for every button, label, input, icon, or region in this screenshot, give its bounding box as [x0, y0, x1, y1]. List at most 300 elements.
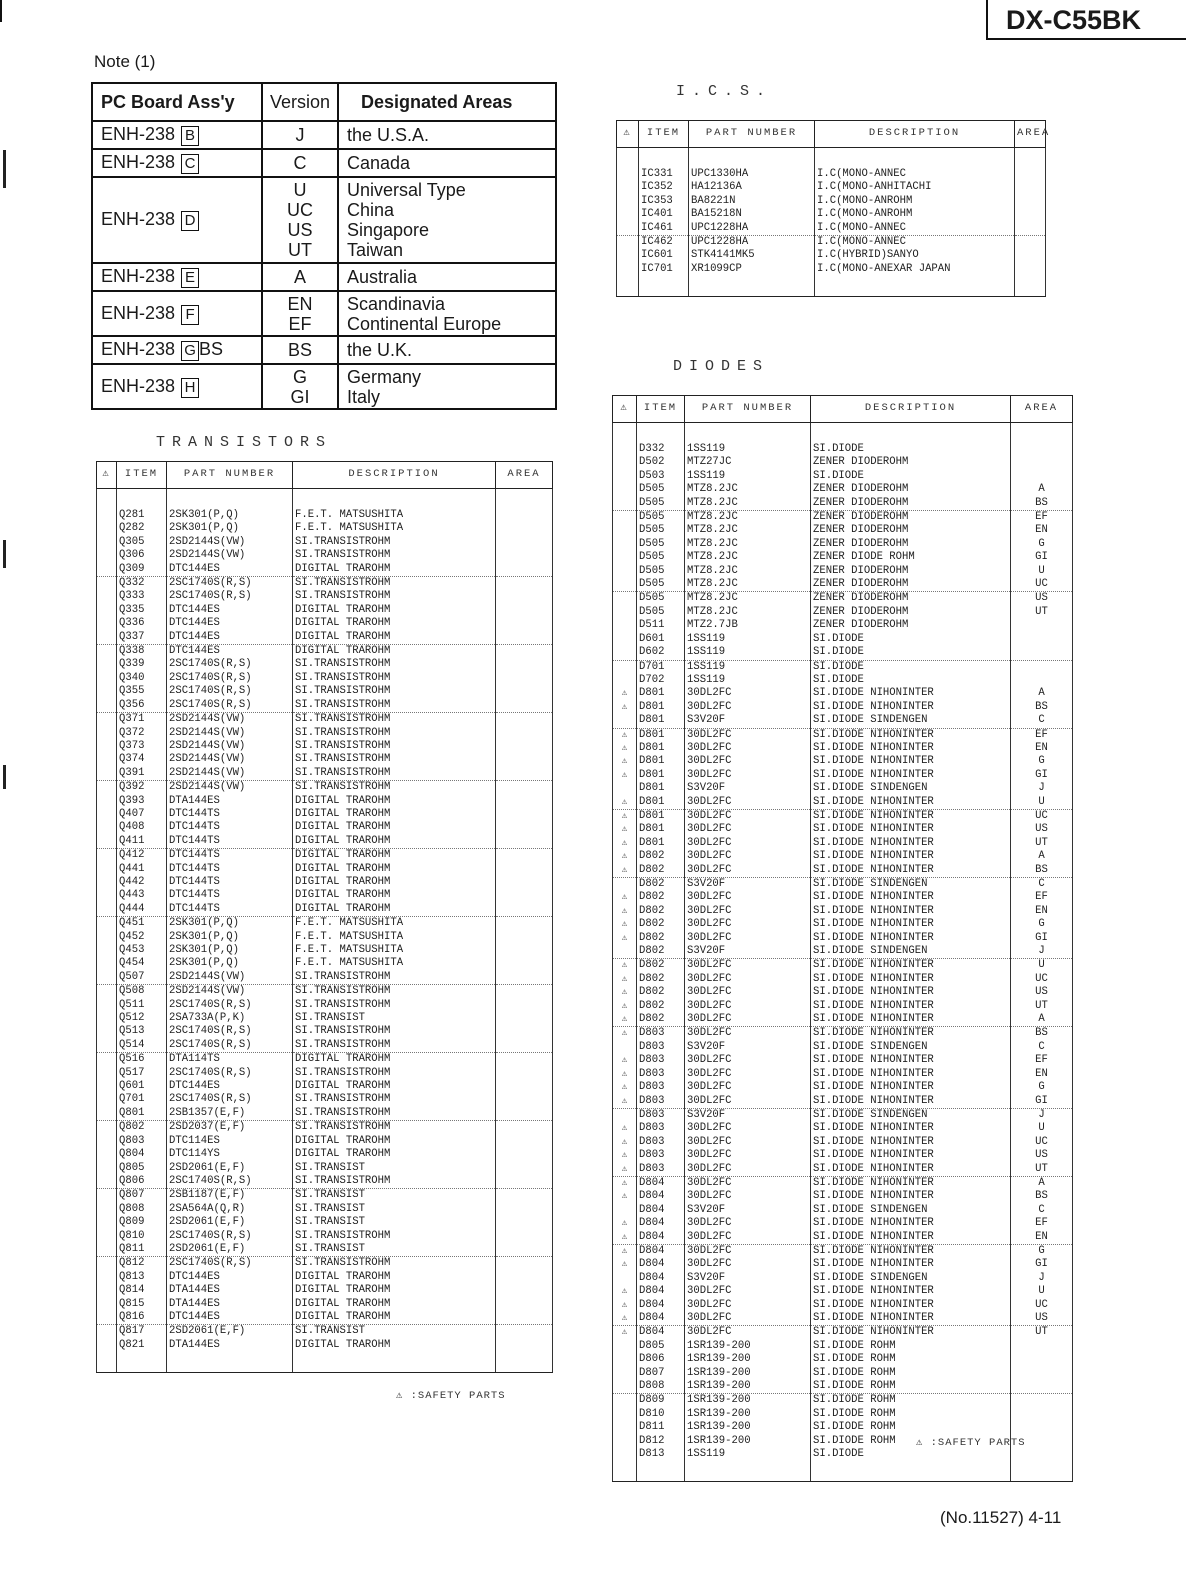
description: F.E.T. MATSUSHITA [293, 522, 496, 535]
diode-row [613, 1299, 1073, 1312]
area-code [496, 685, 553, 698]
part-number: 2SK301(P,Q) [167, 931, 293, 944]
safety-mark [97, 509, 117, 522]
area-code: EF [1011, 511, 1073, 525]
item-code: IC331 [639, 168, 689, 181]
area-code: EN [1011, 905, 1073, 918]
transistor-row [97, 1107, 553, 1121]
part-number: 30DL2FC [685, 1149, 811, 1162]
transistor-row [97, 1339, 553, 1352]
safety-mark: ⚠ [613, 973, 637, 986]
description: DIGITAL TRAROHM [293, 835, 496, 849]
safety-mark [97, 1284, 117, 1297]
area-code [496, 590, 553, 603]
transistor-row [97, 781, 553, 795]
diode-row [613, 837, 1073, 850]
safety-mark: ⚠ [613, 905, 637, 918]
safety-mark [97, 1189, 117, 1203]
transistors-title: TRANSISTORS [156, 434, 333, 451]
area-code: GI [1011, 932, 1073, 945]
safety-mark [97, 1067, 117, 1080]
description: SI.DIODE NIHONINTER [811, 1054, 1011, 1067]
safety-mark [97, 672, 117, 685]
description: SI.DIODE NIHONINTER [811, 1163, 1011, 1177]
diode-row [613, 1068, 1073, 1081]
part-number: 2SD2061(E,F) [167, 1325, 293, 1339]
item-code: Q374 [117, 753, 167, 766]
area-code [1011, 646, 1073, 660]
part-number: UPC1228HA [689, 236, 815, 250]
area-code [496, 999, 553, 1012]
designated-area: Italy [347, 386, 381, 407]
part-number: 30DL2FC [685, 1095, 811, 1109]
diode-row [613, 524, 1073, 537]
diode-row [613, 1312, 1073, 1326]
safety-mark [97, 1175, 117, 1189]
description-header: DESCRIPTION [815, 121, 1015, 148]
part-number: 2SC1740S(R,S) [167, 1257, 293, 1271]
part-number: DTC144ES [167, 617, 293, 630]
safety-mark [97, 631, 117, 645]
area-code [496, 753, 553, 766]
area-code [1011, 633, 1073, 646]
item-code: D810 [637, 1408, 685, 1421]
part-number: 30DL2FC [685, 837, 811, 850]
description: SI.DIODE NIHONINTER [811, 1176, 1011, 1190]
diode-row [613, 769, 1073, 782]
safety-mark [97, 1243, 117, 1257]
item-code: D804 [637, 1190, 685, 1203]
area-code [496, 631, 553, 645]
safety-mark [97, 489, 117, 510]
transistor-row [97, 1203, 553, 1216]
item-code: IC353 [639, 195, 689, 208]
description: SI.DIODE [811, 633, 1011, 646]
safety-mark [613, 1380, 637, 1394]
safety-mark: ⚠ [613, 1258, 637, 1271]
safety-mark [613, 1408, 637, 1421]
area-code [496, 509, 553, 522]
item-header: ITEM [637, 396, 685, 423]
safety-mark [97, 1311, 117, 1325]
description: SI.DIODE [811, 1448, 1011, 1461]
part-number: 30DL2FC [685, 742, 811, 755]
part-number: 30DL2FC [685, 1217, 811, 1230]
safety-mark [617, 222, 639, 236]
part-number: 30DL2FC [685, 864, 811, 878]
part-number: MTZ8.2JC [685, 551, 811, 564]
transistor-row [97, 1230, 553, 1243]
safety-mark: ⚠ [613, 850, 637, 863]
description: DIGITAL TRAROHM [293, 849, 496, 863]
part-number: MTZ8.2JC [685, 538, 811, 551]
item-code: D803 [637, 1163, 685, 1177]
part-number: DTC144TS [167, 849, 293, 863]
description: SI.TRANSISTROHM [293, 1257, 496, 1271]
ic-row [617, 208, 1046, 221]
area-code [496, 889, 553, 902]
part-number: 30DL2FC [685, 850, 811, 863]
area-code: GI [1011, 1258, 1073, 1271]
item-code: Q339 [117, 658, 167, 671]
safety-mark [613, 1353, 637, 1366]
safety-mark: ⚠ [613, 701, 637, 714]
version-cell [262, 336, 338, 364]
diode-row [613, 973, 1073, 986]
item-code: D802 [637, 878, 685, 892]
transistor-row [97, 821, 553, 834]
area-cell [338, 291, 556, 336]
area-code [496, 1135, 553, 1148]
item-code: Q452 [117, 931, 167, 944]
description: I.C(MONO-ANNEC [815, 222, 1015, 236]
description: SI.TRANSISTROHM [293, 549, 496, 562]
area-code [1015, 222, 1046, 236]
description: SI.TRANSIST [293, 1189, 496, 1203]
description: DIGITAL TRAROHM [293, 645, 496, 659]
part-number: 2SA733A(P,K) [167, 1012, 293, 1025]
area-code: U [1011, 565, 1073, 578]
board-row [92, 336, 556, 364]
item-code: IC601 [639, 249, 689, 262]
transistor-row [97, 1216, 553, 1229]
transistor-row [97, 808, 553, 821]
area-code [1011, 470, 1073, 483]
item-code: D801 [637, 769, 685, 782]
version-code: U [293, 180, 307, 200]
part-number: BA8221N [689, 195, 815, 208]
diode-row [613, 1149, 1073, 1162]
designated-area: China [347, 200, 395, 220]
item-code: Q517 [117, 1067, 167, 1080]
ic-row [617, 249, 1046, 262]
item-code: Q444 [117, 903, 167, 917]
board-name: ENH-238 [101, 152, 176, 172]
safety-mark [97, 1135, 117, 1148]
version-cell [262, 149, 338, 177]
area-code: A [1011, 850, 1073, 863]
part-number: S3V20F [685, 878, 811, 892]
diode-row [613, 1272, 1073, 1285]
item-code: Q309 [117, 563, 167, 577]
area-code [496, 1107, 553, 1121]
part-number: S3V20F [685, 1108, 811, 1122]
designated-area: Canada [347, 153, 411, 173]
transistor-row [97, 1012, 553, 1025]
item-code: Q809 [117, 1216, 167, 1229]
item-code: D801 [637, 728, 685, 742]
note-title: Note (1) [94, 52, 156, 71]
safety-mark [613, 878, 637, 892]
item-code: D505 [637, 524, 685, 537]
area-code: C [1011, 1041, 1073, 1054]
safety-mark [97, 808, 117, 821]
item-code: D802 [637, 918, 685, 931]
item-code: Q807 [117, 1189, 167, 1203]
description: SI.DIODE [811, 674, 1011, 687]
safety-mark: ⚠ [613, 742, 637, 755]
description: F.E.T. MATSUSHITA [293, 917, 496, 931]
area-code: EN [1011, 524, 1073, 537]
part-number: 2SC1740S(R,S) [167, 1230, 293, 1243]
area-code: A [1011, 1013, 1073, 1027]
description-header: DESCRIPTION [811, 396, 1011, 423]
part-number: 30DL2FC [685, 796, 811, 810]
safety-mark [97, 604, 117, 617]
page-footer: (No.11527) 4-11 [940, 1508, 1062, 1527]
area-code: GI [1011, 1095, 1073, 1109]
area-code [496, 617, 553, 630]
area-code: C [1011, 1204, 1073, 1217]
safety-mark [617, 168, 639, 181]
transistor-row [97, 944, 553, 957]
part-number: 2SC1740S(R,S) [167, 577, 293, 591]
part-number: 2SD2144S(VW) [167, 536, 293, 549]
area-code: C [1011, 878, 1073, 892]
part-number: 1SS119 [685, 633, 811, 646]
area-code: EF [1011, 891, 1073, 904]
part-number: 2SD2144S(VW) [167, 767, 293, 781]
description: SI.DIODE NIHONINTER [811, 1190, 1011, 1203]
area-code [496, 699, 553, 713]
item-code: D802 [637, 1000, 685, 1013]
part-number: 2SD2144S(VW) [167, 985, 293, 999]
safety-mark: ⚠ [613, 1244, 637, 1258]
diode-row [613, 1041, 1073, 1054]
safety-mark [97, 835, 117, 849]
description: SI.TRANSISTROHM [293, 672, 496, 685]
item-code: D701 [637, 660, 685, 674]
area-cell [338, 149, 556, 177]
safety-mark: ⚠ [613, 1054, 637, 1067]
safety-mark [97, 590, 117, 603]
safety-mark [97, 1298, 117, 1311]
description: SI.TRANSIST [293, 1012, 496, 1025]
area-code: C [1011, 714, 1073, 728]
description: SI.DIODE NIHONINTER [811, 1095, 1011, 1109]
safety-mark: ⚠ [613, 1027, 637, 1041]
safety-mark: ⚠ [613, 1068, 637, 1081]
area-code [1011, 1394, 1073, 1408]
diode-row [613, 1285, 1073, 1298]
description: SI.TRANSISTROHM [293, 699, 496, 713]
description: SI.TRANSISTROHM [293, 971, 496, 985]
area-code: UT [1011, 606, 1073, 619]
safety-mark [97, 1325, 117, 1339]
safety-mark [97, 1216, 117, 1229]
item-code: Q802 [117, 1121, 167, 1135]
area-code [1015, 168, 1046, 181]
item-code: D702 [637, 674, 685, 687]
area-code: EN [1011, 742, 1073, 755]
transistor-row [97, 1067, 553, 1080]
description: SI.DIODE NIHONINTER [811, 769, 1011, 782]
part-number: 2SK301(P,Q) [167, 944, 293, 957]
safety-mark [613, 538, 637, 551]
safety-mark [613, 1108, 637, 1122]
part-number: 30DL2FC [685, 1326, 811, 1340]
item-code: D804 [637, 1326, 685, 1340]
area-code: UT [1011, 837, 1073, 850]
area-code: A [1011, 483, 1073, 496]
part-number: 30DL2FC [685, 905, 811, 918]
diodes-table [612, 395, 1073, 1482]
transistor-row [97, 1271, 553, 1284]
area-code [496, 795, 553, 808]
description: ZENER DIODEROHM [811, 497, 1011, 511]
version-cell [262, 291, 338, 336]
item-code: Q441 [117, 863, 167, 876]
item-code: D802 [637, 973, 685, 986]
item-code: D801 [637, 796, 685, 810]
description: ZENER DIODEROHM [811, 565, 1011, 578]
item-code: D332 [637, 443, 685, 456]
item-code: Q821 [117, 1339, 167, 1352]
description: SI.TRANSISTROHM [293, 1121, 496, 1135]
area-code: A [1011, 687, 1073, 700]
safety-mark: ⚠ [613, 687, 637, 700]
item-code: D505 [637, 483, 685, 496]
diode-row [613, 606, 1073, 619]
description: SI.TRANSISTROHM [293, 1230, 496, 1243]
safety-mark [613, 1461, 637, 1482]
item-code: D802 [637, 945, 685, 959]
part-number: 1SS119 [685, 1448, 811, 1461]
diode-row [613, 1380, 1073, 1394]
area-code [496, 740, 553, 753]
item-code: Q815 [117, 1298, 167, 1311]
safety-mark [97, 876, 117, 889]
header-version: Version [262, 83, 338, 121]
part-number: DTC144TS [167, 821, 293, 834]
area-cell [338, 263, 556, 291]
safety-mark [613, 524, 637, 537]
safety-mark [617, 263, 639, 276]
diode-row [613, 1394, 1073, 1408]
description: SI.TRANSISTROHM [293, 781, 496, 795]
safety-mark: ⚠ [613, 1081, 637, 1094]
item-code: D801 [637, 687, 685, 700]
safety-mark: ⚠ [613, 1326, 637, 1340]
description [811, 1461, 1011, 1482]
board-cell [92, 291, 262, 336]
description: SI.DIODE [811, 443, 1011, 456]
description: SI.DIODE NIHONINTER [811, 959, 1011, 973]
diode-row [613, 511, 1073, 525]
part-number: DTA144ES [167, 1284, 293, 1297]
item-code: Q335 [117, 604, 167, 617]
version-cell [262, 177, 338, 263]
safety-mark [97, 1162, 117, 1175]
area-code [496, 563, 553, 577]
description: SI.DIODE NIHONINTER [811, 687, 1011, 700]
part-number: 2SD2144S(VW) [167, 971, 293, 985]
description: DIGITAL TRAROHM [293, 821, 496, 834]
area-code [1011, 674, 1073, 687]
item-code: Q813 [117, 1271, 167, 1284]
area-code [496, 808, 553, 821]
board-letter-box: B [181, 126, 199, 146]
area-code: UC [1011, 1299, 1073, 1312]
part-number: 30DL2FC [685, 1163, 811, 1177]
area-code: G [1011, 538, 1073, 551]
transistor-row [97, 1080, 553, 1093]
area-code [496, 1093, 553, 1106]
part-number: 30DL2FC [685, 823, 811, 836]
description: SI.TRANSISTROHM [293, 985, 496, 999]
description: SI.DIODE NIHONINTER [811, 1136, 1011, 1149]
item-code: Q508 [117, 985, 167, 999]
diode-row [613, 551, 1073, 564]
part-number: 2SD2144S(VW) [167, 549, 293, 562]
diode-row [613, 782, 1073, 795]
safety-mark [617, 181, 639, 194]
safety-mark: ⚠ [613, 1312, 637, 1326]
item-code: D803 [637, 1081, 685, 1094]
safety-mark: ⚠ [613, 959, 637, 973]
area-code: US [1011, 823, 1073, 836]
spacer-row [613, 1461, 1073, 1482]
transistor-row [97, 1325, 553, 1339]
part-number: DTA144ES [167, 1339, 293, 1352]
safety-mark: ⚠ [613, 1176, 637, 1190]
diode-row [613, 1204, 1073, 1217]
area-code: US [1011, 1312, 1073, 1326]
description: SI.DIODE NIHONINTER [811, 973, 1011, 986]
diode-row [613, 891, 1073, 904]
item-code: D802 [637, 891, 685, 904]
diode-row [613, 483, 1073, 496]
description: DIGITAL TRAROHM [293, 876, 496, 889]
part-number: 1SS119 [685, 660, 811, 674]
safety-mark [613, 1367, 637, 1380]
description: SI.DIODE NIHONINTER [811, 1149, 1011, 1162]
area-code: J [1011, 1108, 1073, 1122]
diode-row [613, 565, 1073, 578]
area-code [1015, 195, 1046, 208]
safety-mark [97, 1053, 117, 1067]
description: ZENER DIODEROHM [811, 592, 1011, 606]
transistor-row [97, 903, 553, 917]
description: DIGITAL TRAROHM [293, 1148, 496, 1161]
part-number: 30DL2FC [685, 1176, 811, 1190]
item-code: Q512 [117, 1012, 167, 1025]
description: SI.TRANSISTROHM [293, 577, 496, 591]
part-number: 2SC1740S(R,S) [167, 590, 293, 603]
description: ZENER DIODEROHM [811, 456, 1011, 469]
area-code [496, 577, 553, 591]
description: SI.TRANSISTROHM [293, 536, 496, 549]
area-code [1015, 249, 1046, 262]
area-code [496, 931, 553, 944]
part-number: 1SR139-200 [685, 1394, 811, 1408]
item-code: D602 [637, 646, 685, 660]
part-number: 30DL2FC [685, 1231, 811, 1245]
item-code: D801 [637, 823, 685, 836]
area-cell [338, 121, 556, 149]
description: F.E.T. MATSUSHITA [293, 509, 496, 522]
diode-row [613, 932, 1073, 945]
area-code [496, 1148, 553, 1161]
transistor-row [97, 645, 553, 659]
item-code: Q371 [117, 713, 167, 727]
safety-mark [613, 1435, 637, 1448]
diode-row [613, 728, 1073, 742]
item-code [639, 276, 689, 297]
description: SI.DIODE NIHONINTER [811, 1258, 1011, 1271]
safety-mark [97, 713, 117, 727]
area-header: AREA [1011, 396, 1073, 423]
